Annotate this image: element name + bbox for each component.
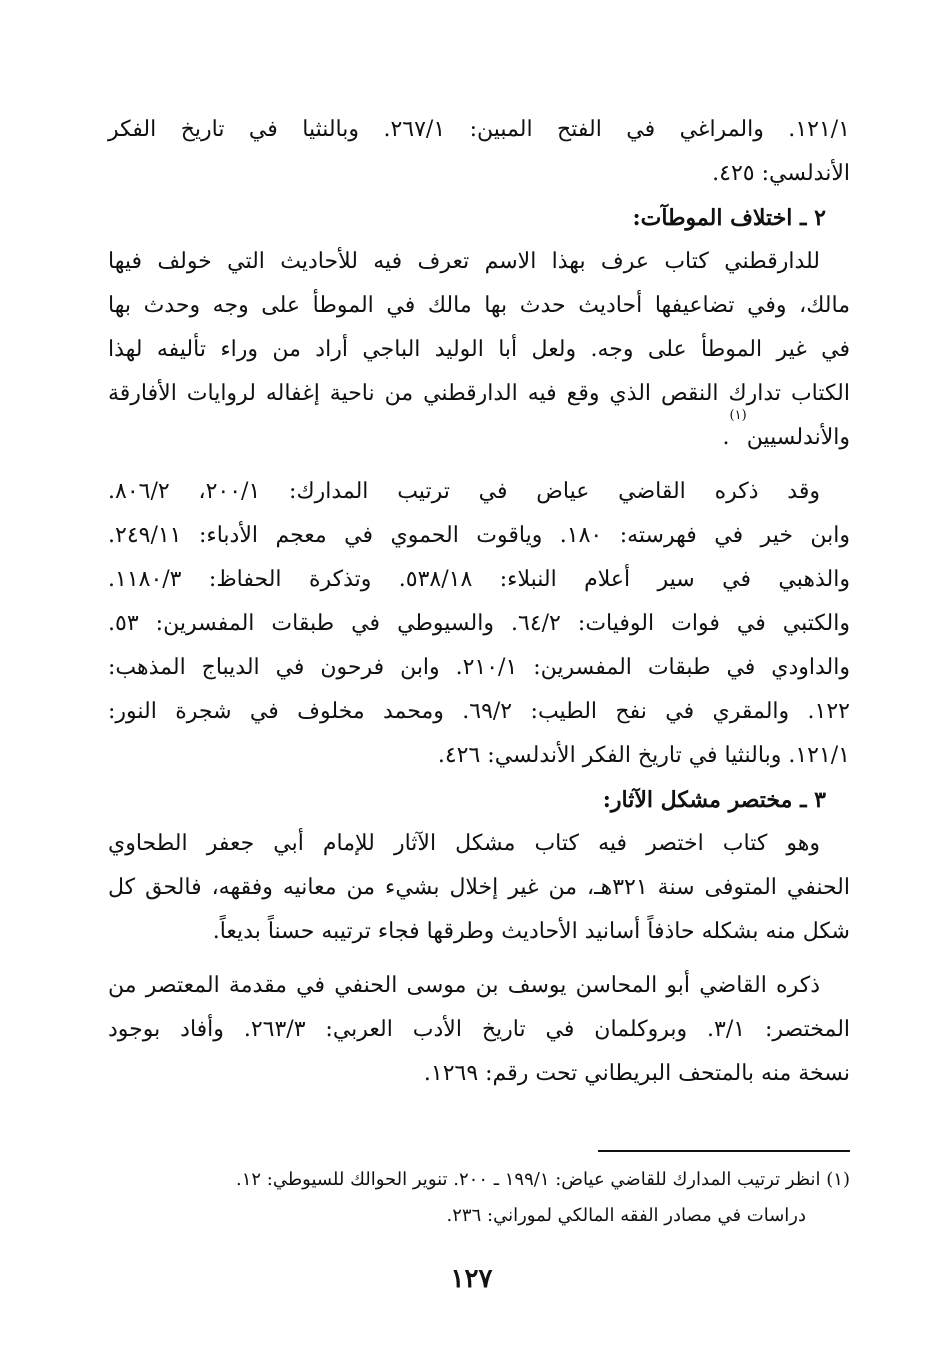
body-line: ١٢٢. والمقري في نفح الطيب: ٦٩/٢. ومحمد مخلوف في شجرة النور: <box>108 699 850 724</box>
body-text: والأندلسيين <box>746 425 850 450</box>
body-line: والداودي في طبقات المفسرين: ٢١٠/١. وابن فرحون في الديباج المذهب: <box>108 655 850 680</box>
section-heading: ٣ ـ مختصر مشكل الآثار: <box>602 787 826 813</box>
body-line: الحنفي المتوفى سنة ٣٢١هـ، من غير إخلال بشيء من معانيه وفقهه، فالحق كل <box>108 875 850 900</box>
body-line: الأندلسي: ٤٢٥. <box>712 161 850 186</box>
body-line: المختصر: ٣/١. وبروكلمان في تاريخ الأدب العربي: ٢٦٣/٣. وأفاد بوجود <box>108 1017 851 1042</box>
body-line: ذكره القاضي أبو المحاسن يوسف بن موسى الحنفي في مقدمة المعتصر من <box>108 973 820 998</box>
body-line: مالك، وفي تضاعيفها أحاديث حدث بها مالك في الموطأ على وجه وحدث بها <box>108 293 850 318</box>
body-line: ١٢١/١. والمراغي في الفتح المبين: ٢٦٧/١. وبالنثيا في تاريخ الفكر <box>108 117 850 142</box>
body-line: في غير الموطأ على وجه. ولعل أبا الوليد الباجي أراد من وراء تأليفه لهذا <box>108 337 850 362</box>
body-line: شكل منه بشكله حاذفاً أسانيد الأحاديث وطرقها فجاء ترتيبه حسناً بديعاً. <box>212 919 850 944</box>
footnote-line: (١) انظر ترتيب المدارك للقاضي عياض: ١٩٩/١ ـ ٢٠٠. تنوير الحوالك للسيوطي: ١٢. <box>235 1169 850 1190</box>
section-heading: ٢ ـ اختلاف الموطآت: <box>632 205 826 231</box>
body-line: وهو كتاب اختصر فيه كتاب مشكل الآثار للإمام أبي جعفر الطحاوي <box>108 831 820 856</box>
body-text: . <box>722 425 730 450</box>
body-line: وقد ذكره القاضي عياض في ترتيب المدارك: ٢٠٠/١، ٨٠٦/٢. <box>108 479 820 504</box>
body-line: ١٢١/١. وبالنثيا في تاريخ الفكر الأندلسي: ٤٢٦. <box>437 743 850 768</box>
body-line: الكتاب تدارك النقص الذي وقع فيه الدارقطني من ناحية إغفاله لروايات الأفارقة <box>108 381 850 406</box>
body-line: والذهبي في سير أعلام النبلاء: ٥٣٨/١٨. وتذكرة الحفاظ: ١١٨٠/٣. <box>108 567 850 592</box>
footnote-line: دراسات في مصادر الفقه المالكي لموراني: ٢٣٦. <box>446 1205 806 1226</box>
page-number: ١٢٧ <box>450 1264 493 1294</box>
footnotes <box>108 1162 850 1234</box>
body-line: نسخة منه بالمتحف البريطاني تحت رقم: ١٢٦٩. <box>423 1061 850 1086</box>
page-body <box>108 108 850 1096</box>
body-line <box>108 408 850 460</box>
footnote-divider <box>598 1150 850 1152</box>
body-line: وابن خير في فهرسته: ١٨٠. وياقوت الحموي في معجم الأدباء: ٢٤٩/١١. <box>108 523 851 548</box>
body-line: والكتبي في فوات الوفيات: ٦٤/٢. والسيوطي في طبقات المفسرين: ٥٣. <box>108 611 850 636</box>
footnote-reference[interactable]: (١) <box>729 408 747 423</box>
body-line: للدارقطني كتاب عرف بهذا الاسم تعرف فيه للأحاديث التي خولف فيها <box>108 249 820 274</box>
